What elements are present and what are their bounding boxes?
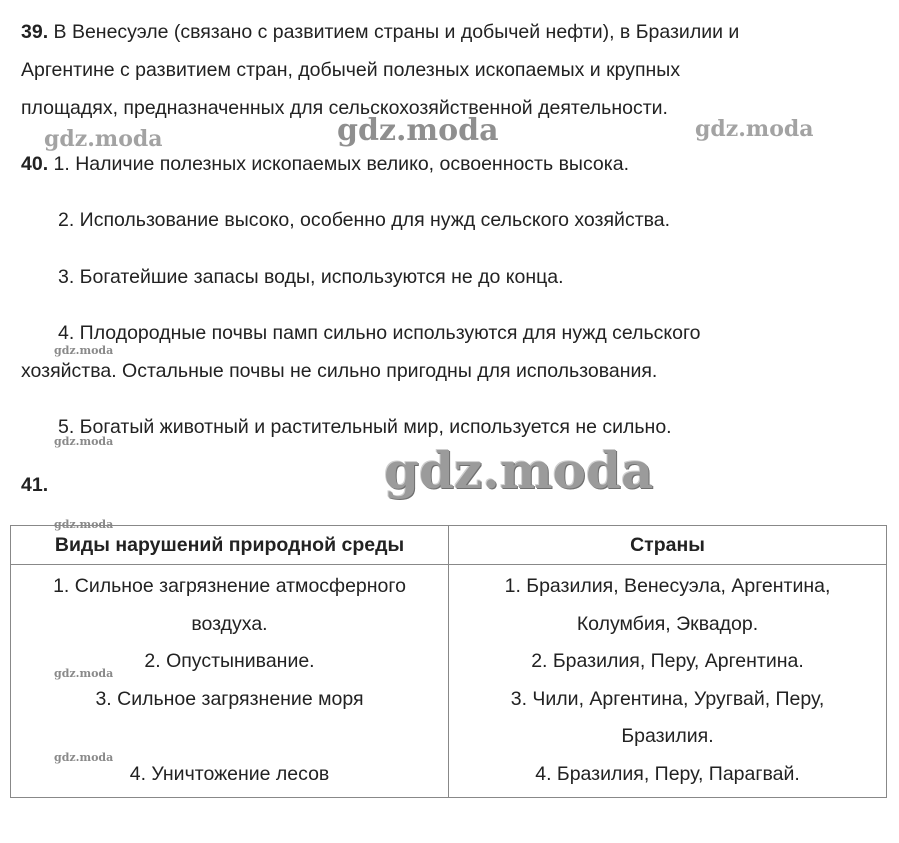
countries-line-6: 4. Бразилия, Перу, Парагвай.	[535, 762, 800, 785]
watermark: gdz.moda	[54, 667, 114, 680]
q39-number: 39.	[21, 21, 49, 43]
q40-item-2: 2. Использование высоко, особенно для нужд сельского хозяйства.	[58, 209, 671, 231]
countries-cell	[449, 565, 887, 798]
q39-text-line-2: Аргентине с развитием стран, добычей полезных ископаемых и крупных	[21, 59, 681, 81]
watermark: gdz.moda	[54, 751, 114, 764]
watermark: gdz.moda	[337, 113, 499, 148]
watermark: gdz.moda	[54, 344, 114, 357]
table-header-row	[11, 526, 887, 565]
q39-text-line-1: В Венесуэле (связано с развитием страны и добычей нефти), в Бразилии и	[53, 21, 740, 43]
q39-text-line-3: площадях, предназначенных для сельскохозяйственной деятельности.	[21, 97, 668, 119]
watermark: gdz.moda	[695, 116, 814, 142]
countries-line-5: Бразилия.	[621, 725, 714, 747]
q40-item-1: 1. Наличие полезных ископаемых велико, освоенность высока.	[53, 153, 629, 175]
column-header-countries: Страны	[449, 526, 887, 565]
q40-item-3: 3. Богатейшие запасы воды, используются не до конца.	[58, 266, 564, 288]
countries-line-3: 2. Бразилия, Перу, Аргентина.	[531, 650, 804, 672]
countries-line-2: Колумбия, Эквадор.	[576, 612, 759, 635]
q40-number: 40.	[21, 153, 49, 175]
countries-line-4: 3. Чили, Аргентина, Уругвай, Перу,	[510, 687, 825, 710]
watermark: gdz.moda	[44, 126, 163, 152]
q40-item-4: 4. Плодородные почвы памп сильно используются для нужд сельского	[58, 322, 701, 344]
watermark: gdz.moda	[54, 518, 114, 531]
disturbance-line-spacer	[11, 718, 448, 756]
q41-number: 41.	[21, 474, 49, 496]
disturbance-line-5: 4. Уничтожение лесов	[129, 762, 330, 785]
table-row	[11, 565, 887, 798]
q40-line-1	[21, 152, 629, 176]
disturbance-line-4: 3. Сильное загрязнение моря	[95, 687, 364, 710]
column-header-disturbance-types: Виды нарушений природной среды	[11, 526, 449, 565]
watermark: gdz.moda	[54, 435, 114, 448]
q39-line-1	[21, 20, 739, 44]
countries-line-1: 1. Бразилия, Венесуэла, Аргентина,	[504, 575, 831, 597]
watermark: gdz.moda	[384, 441, 654, 500]
disturbance-line-1: 1. Сильное загрязнение атмосферного	[53, 575, 406, 597]
disturbance-line-2: воздуха.	[191, 612, 268, 635]
q40-item-5: 5. Богатый животный и растительный мир, используется не сильно.	[58, 416, 672, 438]
disturbance-line-3: 2. Опустынивание.	[144, 650, 315, 672]
disturbances-table	[10, 525, 887, 798]
q40-item-4-continued: хозяйства. Остальные почвы не сильно пригодны для использования.	[21, 360, 658, 382]
